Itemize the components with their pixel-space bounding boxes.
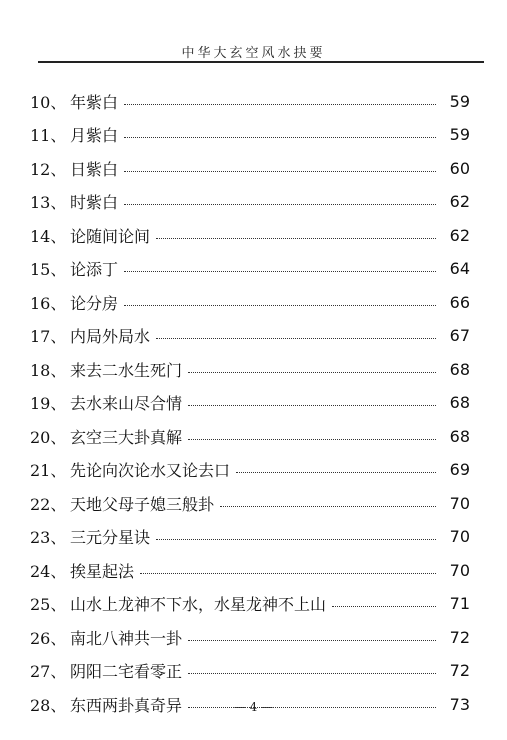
entry-title: 三元分星诀 [70,528,151,547]
dot-leader [156,338,436,339]
entry-page-number: 62 [449,225,470,245]
entry-page-number: 70 [449,560,470,580]
entry-page-number: 69 [449,460,470,479]
entry-number: 11、 [30,126,67,145]
header-rule [38,61,484,63]
toc-entry[interactable] [30,388,470,418]
entry-number: 10、 [30,92,67,112]
entry-title: 论分房 [70,293,119,313]
entry-title: 时紫白 [70,193,119,212]
entry-number: 19、 [30,394,67,413]
entry-page-number: 72 [449,661,470,680]
entry-page-number: 68 [449,426,470,446]
entry-title: 去水来山尽合情 [70,394,183,413]
dot-leader [188,439,436,440]
dot-leader [140,573,436,574]
entry-title: 年紫白 [70,92,119,112]
dot-leader [236,472,436,473]
dot-leader [188,673,436,674]
toc-entry[interactable] [30,254,470,284]
entry-page-number: 67 [449,326,470,345]
entry-number: 15、 [30,260,67,279]
entry-title: 玄空三大卦真解 [70,427,183,447]
entry-number: 21、 [30,461,67,480]
toc-entry[interactable] [30,287,470,317]
entry-number: 17、 [30,327,67,346]
entry-number: 18、 [30,360,67,380]
dot-leader [220,506,436,507]
dot-leader [124,305,436,306]
entry-number: 16、 [30,293,67,313]
dot-leader [188,405,436,406]
entry-number: 28、 [30,695,67,715]
entry-number: 13、 [30,193,67,212]
entry-title: 山水上龙神不下水，水星龙神不上山 [70,595,327,614]
dot-leader [332,606,436,607]
entry-page-number: 59 [449,125,470,144]
entry-title: 论添丁 [70,260,119,279]
entry-title: 天地父母子媳三般卦 [70,494,215,514]
toc-entry[interactable] [30,354,470,384]
entry-page-number: 68 [449,359,470,379]
dot-leader [156,238,436,239]
entry-number: 27、 [30,662,67,681]
toc-entry[interactable] [30,589,470,619]
entry-page-number: 66 [449,292,470,312]
entry-title: 来去二水生死门 [70,360,183,380]
dot-leader [188,372,436,373]
dot-leader [188,640,436,641]
entry-number: 22、 [30,494,67,514]
toc-entry[interactable] [30,321,470,351]
running-header [0,36,507,62]
toc-entry[interactable] [30,187,470,217]
entry-title: 南北八神共一卦 [70,628,183,648]
toc-entry[interactable] [30,622,470,652]
entry-page-number: 68 [449,393,470,412]
toc-entry[interactable] [30,421,470,451]
entry-number: 24、 [30,561,67,581]
toc-entry[interactable] [30,153,470,183]
entry-page-number: 72 [449,627,470,647]
dot-leader [124,104,436,105]
entry-page-number: 71 [449,594,470,613]
entry-page-number: 70 [449,527,470,546]
toc-entry[interactable] [30,220,470,250]
entry-number: 23、 [30,528,67,547]
entry-page-number: 73 [449,694,470,714]
entry-number: 14、 [30,226,67,246]
entry-title: 论随间论间 [70,226,151,246]
toc-entry[interactable] [30,120,470,150]
entry-title: 阴阳二宅看零正 [70,662,183,681]
toc-entry[interactable] [30,555,470,585]
entry-page-number: 59 [449,91,470,111]
entry-page-number: 64 [449,259,470,278]
entry-number: 26、 [30,628,67,648]
entry-title: 内局外局水 [70,327,151,346]
toc-entry[interactable] [30,488,470,518]
dot-leader [124,171,436,172]
entry-page-number: 60 [449,158,470,178]
entry-title: 先论向次论水又论去口 [70,461,231,480]
entry-number: 20、 [30,427,67,447]
entry-title: 东西两卦真奇异 [70,695,183,715]
entry-number: 25、 [30,595,67,614]
page-number: — 4 — [233,700,274,714]
entry-title: 日紫白 [70,159,119,179]
dot-leader [124,271,436,272]
toc-entry[interactable] [30,656,470,686]
toc-entry[interactable] [30,455,470,485]
book-title: 中华大玄空风水抉要 [181,46,326,61]
dot-leader [124,137,436,138]
toc-entry[interactable] [30,86,470,116]
dot-leader [124,204,436,205]
entry-title: 月紫白 [70,126,119,145]
entry-title: 挨星起法 [70,561,135,581]
entry-page-number: 62 [449,192,470,211]
dot-leader [156,539,436,540]
toc-entry[interactable] [30,522,470,552]
entry-page-number: 70 [449,493,470,513]
entry-number: 12、 [30,159,67,179]
